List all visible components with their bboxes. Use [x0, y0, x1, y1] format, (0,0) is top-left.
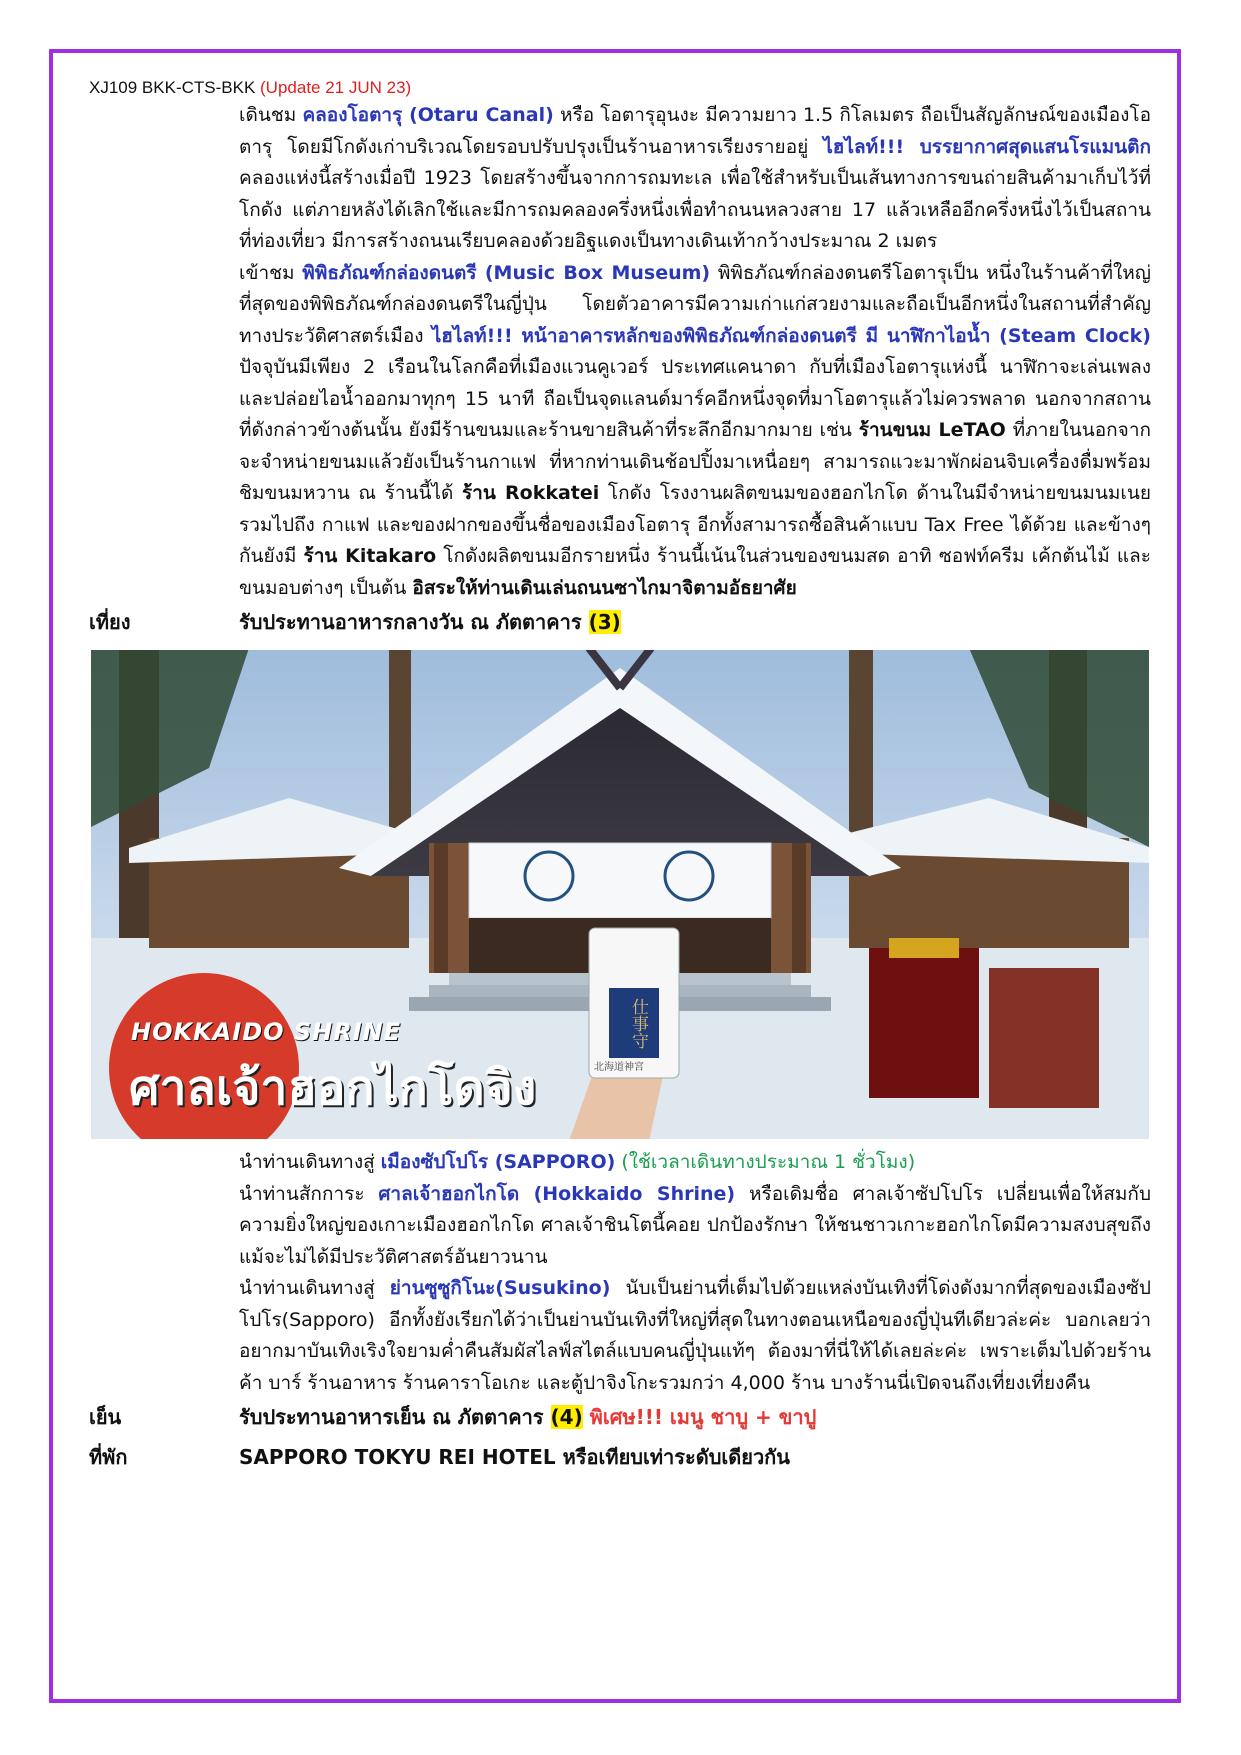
- travel-time: (ใช้เวลาเดินทางประมาณ 1 ชั่วโมง): [615, 1151, 916, 1173]
- text-segment: นำท่านเดินทางสู่: [239, 1151, 381, 1173]
- sapporo-paragraph: [239, 1147, 1151, 1179]
- hotel-text: [239, 1441, 790, 1473]
- shrine-name: ศาลเจ้าฮอกไกโด (Hokkaido Shrine): [378, 1182, 736, 1205]
- lunch-row: [89, 606, 1151, 638]
- dinner-special: พิเศษ!!! เมนู ชาบู + ขาปู: [582, 1405, 817, 1429]
- dinner-row: [89, 1401, 1151, 1433]
- susukino-name: ย่านซูซูกิโนะ(Susukino): [389, 1277, 611, 1299]
- text-segment: คลองแห่งนี้สร้างเมื่อปี 1923 โดยสร้างขึ้นจากการถมทะเล เพื่อใช้สำหรับเป็นเส้นทางการขนถ่ายสินค้ามาเก็บไว้ที่โกดัง แต่ภายหลังได้เลิกใช้และมีการถมคลองครึ่งหนึ่งเพื่อทำถนนหลวงสาย 17 แล้วเหลืออีกครึ่งหนึ่งไว้เป็นสถานที่ท่องเที่ยว มีการสร้างถนนเรียบคลองด้วยอิฐแดงเป็นทางเดินเท้ากว้างประมาณ 2 เมตร: [239, 167, 1151, 252]
- hokkaido-shrine-banner: [89, 648, 1151, 1141]
- free-time-note: อิสระให้ท่านเดินเล่นถนนซาไกมาจิตามอัธยาศัย: [412, 576, 797, 599]
- hotel-row: [89, 1441, 1151, 1473]
- dinner-number: (4): [550, 1405, 583, 1429]
- update-date: (Update 21 JUN 23): [260, 78, 412, 97]
- lunch-text: [239, 606, 621, 638]
- text-segment: เดินชม: [239, 104, 303, 126]
- dinner-text: [239, 1401, 816, 1433]
- text-segment: โกดัง โรงงานผลิตขนมของฮอกไกโด ด้านในมีจำหน่ายขนมนมเนย รวมไปถึง กาแฟ และของฝากของขึ้นชื่อของเมืองโอตารุ อีกทั้งสามารถซื้อสินค้าแบบ Tax Free ได้ด้วย และข้างๆกันยังมี: [239, 482, 1151, 567]
- text-segment: รับประทานอาหารกลางวัน ณ ภัตตาคาร: [239, 610, 589, 634]
- omamori-small-label: 北海道神宮: [594, 1062, 644, 1073]
- itinerary-content: [89, 100, 1151, 1473]
- lunch-label: เที่ยง: [89, 610, 131, 634]
- music-box-museum-paragraph: [239, 258, 1151, 605]
- sapporo-city: เมืองซัปโปโร (SAPPORO): [380, 1151, 616, 1173]
- text-segment: รับประทานอาหารเย็น ณ ภัตตาคาร: [239, 1405, 551, 1429]
- text-segment: โกดังผลิตขนมอีกรายหนึ่ง ร้านนี้เน้นในส่วนของขนมสด อาทิ ซอฟท์ครีม เค้กต้นไม้ และขนมอบต่างๆ เป็นต้น: [239, 545, 1151, 599]
- banner-title-thai: ศาลเจ้าฮอกไกโดจิง: [129, 1060, 537, 1116]
- otaru-canal-name: คลองโอตารุ (Otaru Canal): [302, 104, 554, 126]
- museum-highlight: ไฮไลท์!!! หน้าอาคารหลักของพิพิธภัณฑ์กล่องดนตรี มี นาฬิกาไอน้ำ (Steam Clock): [431, 324, 1151, 347]
- text-segment: พิพิธภัณฑ์กล่องดนตรีโอตารุเป็น หนึ่งในร้านค้าที่ใหญ่ที่สุดของพิพิธภัณฑ์กล่องดนตรีในญี่ปุ่น โดยตัวอาคารมีความเก่าแก่สวยงามและถือเป็นอีกหนึ่งในสถานที่สำคัญทางประวัติศาสตร์เมือง: [239, 261, 1151, 347]
- museum-name: พิพิธภัณฑ์กล่องดนตรี (Music Box Museum): [302, 261, 711, 284]
- otaru-canal-paragraph: [239, 100, 1151, 258]
- susukino-paragraph: [239, 1273, 1151, 1399]
- text-segment: นำท่านเดินทางสู่: [239, 1277, 390, 1299]
- text-segment: ที่ภายในนอกจากจะจำหน่ายขนมแล้วยังเป็นร้านกาแฟ ที่หากท่านเดินช้อปปิ้งมาเหนื่อยๆ สามารถแวะมาพักผ่อนจิบเครื่องดื่มพร้อมชิมขนมหวาน ณ ร้านนี้ได้: [239, 419, 1151, 504]
- lunch-number: (3): [588, 610, 621, 634]
- tour-code-header: [89, 78, 411, 98]
- hokkaido-shrine-paragraph: [239, 1179, 1151, 1274]
- hotel-name: SAPPORO TOKYU REI HOTEL: [239, 1445, 556, 1469]
- text-segment: หรือเดิมชื่อ ศาลเจ้าซัปโปโร เปลี่ยนเพื่อให้สมกับ ความยิ่งใหญ่ของเกาะเมืองฮอกไกโด ศาลเจ้าชินโตนี้คอย ปกป้องรักษา ให้ชนชาวเกาะฮอกไกโดมีความสงบสุขถึงแม้จะไม่ได้มีประวัติศาสตร์อันยาวนาน: [239, 1182, 1151, 1268]
- text-segment: นำท่านสักการะ: [239, 1182, 379, 1205]
- tour-code: XJ109 BKK-CTS-BKK: [89, 78, 261, 97]
- text-segment: หรือ โอตารุอุนงะ มีความยาว 1.5 กิโลเมตร ถือเป็นสัญลักษณ์ของเมืองโอตารุ โดยมีโกดังเก่าบริเวณโดยรอบปรับปรุงเป็นร้านอาหารเรียงรายอยู่: [239, 104, 1151, 158]
- text-segment: เข้าชม: [239, 261, 303, 284]
- text-segment: ปัจจุบันมีเพียง 2 เรือนในโลกคือที่เมืองแวนคูเวอร์ ประเทศแคนาดา กับที่เมืองโอตารุแห่งนี้ นาฬิกาจะเล่นเพลงและปล่อยไอน้ำออกมาทุกๆ 15 นาที ถือเป็นจุดแลนด์มาร์คอีกหนึ่งจุดที่มาโอตารุแล้วไม่ควรพลาด นอกจากสถานที่ดังกล่าวข้างต้นนั้น ยังมีร้านขนมและร้านขายสินค้าที่ระลึกอีกมากมาย เช่น: [239, 356, 1151, 441]
- kitakaro-shop: ร้าน Kitakaro: [303, 545, 437, 567]
- text-segment: หรือเทียบเท่าระดับเดียวกัน: [555, 1445, 790, 1469]
- otaru-canal-highlight: ไฮไลท์!!! บรรยากาศสุดแสนโรแมนติก: [823, 135, 1151, 158]
- omamori-label: 仕事守: [628, 998, 648, 1049]
- text-segment: นับเป็นย่านที่เต็มไปด้วยแหล่งบันเทิงที่โด่งดังมากที่สุดของเมืองซัปโปโร(Sapporo) อีกทั้งยังเรียกได้ว่าเป็นย่านบันเทิงที่ใหญ่ที่สุดในทางตอนเหนือของญี่ปุ่นทีเดียวล่ะค่ะ บอกเลยว่าอยากมาบันเทิงเริงใจยามค่ำคืนสัมผัสไลฟ์สไตล์แบบคนญี่ปุ่นแท้ๆ ต้องมาที่นี่ให้ได้เลยล่ะค่ะ เพราะเต็มไปด้วยร้านค้า บาร์ ร้านอาหาร ร้านคาราโอเกะ และตู้ปาจิงโกะรวมกว่า 4,000 ร้าน บางร้านนี่เปิดจนถึงเที่ยงเที่ยงคืน: [239, 1277, 1151, 1394]
- letao-shop: ร้านขนม LeTAO: [858, 419, 1006, 441]
- rokkatei-shop: ร้าน Rokkatei: [461, 482, 600, 504]
- dinner-label: เย็น: [89, 1405, 122, 1429]
- hotel-label: ที่พัก: [89, 1445, 128, 1469]
- banner-title-english: HOKKAIDO SHRINE: [131, 1018, 402, 1046]
